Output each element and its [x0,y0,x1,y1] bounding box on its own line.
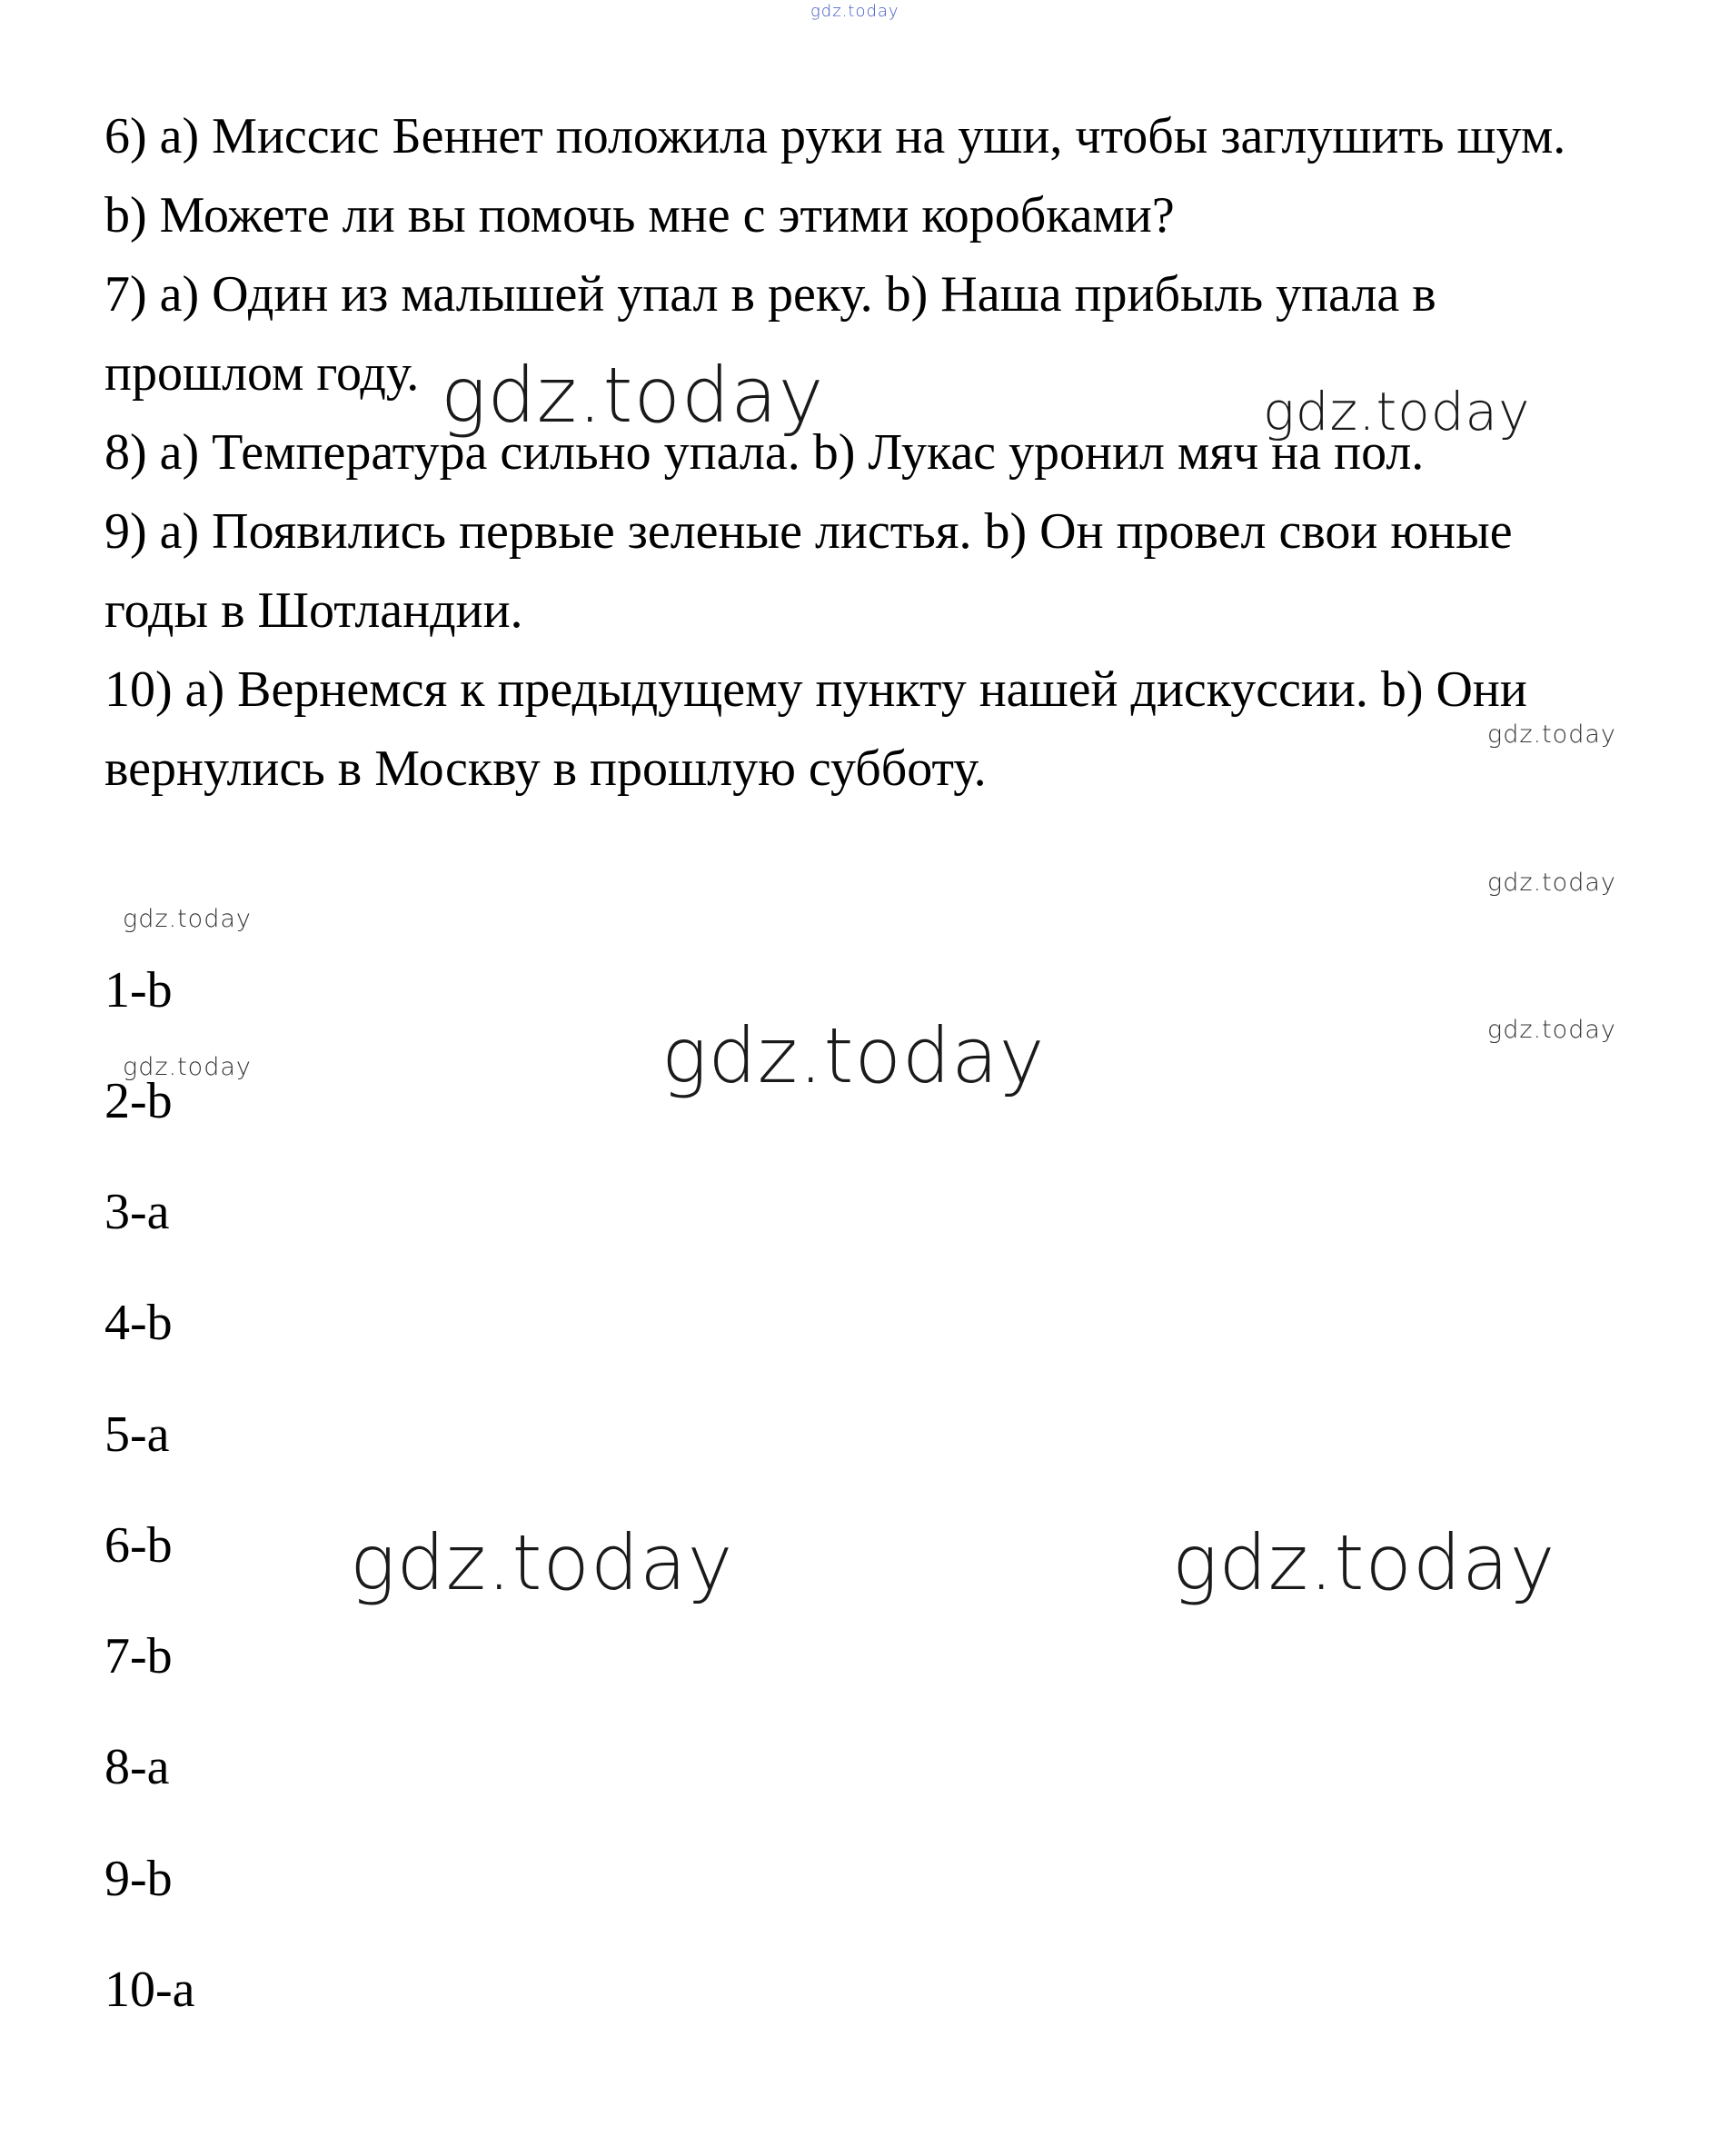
text-line-2: b) Можете ли вы помочь мне с этими коробками? [104,187,1175,243]
text-line-9: вернулись в Москву в прошлую субботу. [104,740,987,797]
text-line-4: прошлом году. [104,345,420,402]
text-line-8: 10) a) Вернемся к предыдущему пункту нашей дискуссии. b) Они [104,661,1527,718]
answer-5: 5-a [104,1406,170,1463]
text-line-7: годы в Шотландии. [104,582,523,639]
watermark-large-2: gdz.today [661,1011,1046,1100]
watermark-small-4: gdz.today [1487,1016,1616,1044]
watermark-small-2: gdz.today [1487,869,1616,897]
answer-4: 4-b [104,1295,173,1351]
answer-7: 7-b [104,1628,173,1684]
answer-2: 2-b [104,1073,173,1129]
text-line-3: 7) a) Один из малышей упал в реку. b) Наша прибыль упала в [104,266,1436,323]
text-line-6: 9) a) Появились первые зеленые листья. b) Он провел свои юные [104,503,1513,560]
watermark-top: gdz.today [810,2,899,21]
watermark-large-4: gdz.today [1172,1518,1556,1607]
answer-8: 8-a [104,1739,170,1795]
watermark-large-3: gdz.today [350,1518,734,1607]
answer-1: 1-b [104,962,173,1018]
answer-6: 6-b [104,1517,173,1574]
answer-9: 9-b [104,1851,173,1907]
watermark-small-5: gdz.today [123,1053,252,1081]
watermark-small-3: gdz.today [123,905,252,933]
watermark-medium-1: gdz.today [1263,381,1531,442]
text-line-5: 8) a) Температура сильно упала. b) Лукас уронил мяч на пол. [104,424,1425,481]
text-line-1: 6) a) Миссис Беннет положила руки на уши, чтобы заглушить шум. [104,108,1566,164]
watermark-large-1: gdz.today [441,351,825,440]
watermark-small-1: gdz.today [1487,720,1616,749]
answer-10: 10-a [104,1962,195,2018]
answer-3: 3-a [104,1184,170,1240]
